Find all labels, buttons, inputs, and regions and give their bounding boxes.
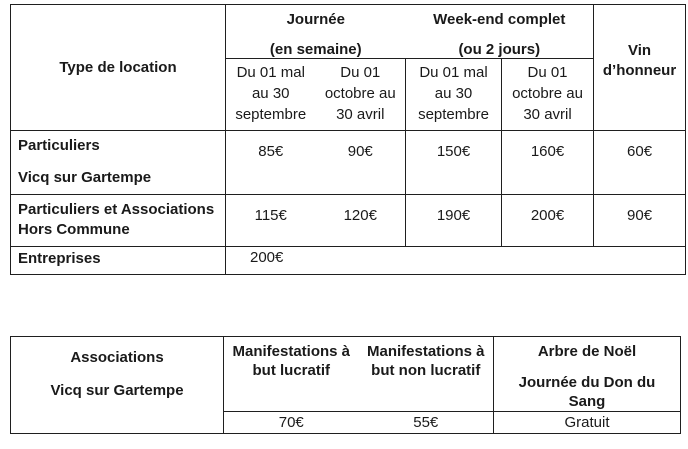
price-cell <box>406 131 502 195</box>
period-text: Du 01 mal au 30 septembre <box>418 64 489 123</box>
type-de-location-header <box>11 5 226 131</box>
price-value: 90€ <box>347 143 373 160</box>
price-cell <box>406 195 502 247</box>
weekend-group-header <box>406 5 594 59</box>
col-header-text: Arbre de Noël <box>537 343 637 360</box>
price-value: 115€ <box>254 207 287 224</box>
row-label-line: Vicq sur Gartempe <box>18 169 152 186</box>
price-cell <box>594 195 686 247</box>
row-label-particuliers <box>11 131 226 195</box>
journee-group-header <box>226 5 406 59</box>
price-value: 150€ <box>436 143 471 160</box>
type-de-location-label: Type de location <box>59 59 177 76</box>
price-value: 70€ <box>278 414 304 431</box>
price-value: 90€ <box>627 207 653 224</box>
price-value: 120€ <box>343 207 377 224</box>
price-value: 55€ <box>413 414 439 431</box>
associations-header <box>11 337 224 434</box>
col-header-text: Journée du Don du Sang <box>518 374 656 410</box>
journee-title: Journée <box>286 11 345 28</box>
journee-subtitle: (en semaine) <box>269 41 362 58</box>
period-journee-ete <box>226 59 316 131</box>
price-cell <box>316 131 406 195</box>
table-row <box>11 195 686 247</box>
table-row <box>11 247 686 275</box>
price-cell <box>494 412 681 434</box>
price-cell <box>226 195 316 247</box>
price-value: 190€ <box>436 207 471 224</box>
price-cell <box>226 131 316 195</box>
price-cell <box>594 131 686 195</box>
associations-label-line: Associations <box>70 349 164 366</box>
col-header-text: Manifestations à but non lucratif <box>366 343 485 379</box>
period-journee-hiver <box>316 59 406 131</box>
price-value: 200€ <box>250 249 284 266</box>
col-header-noel <box>494 337 681 412</box>
table-row <box>11 131 686 195</box>
price-value: Gratuit <box>564 414 610 431</box>
price-cell <box>359 412 494 434</box>
row-label-hors-commune <box>11 195 226 247</box>
associations-table <box>10 336 681 434</box>
period-text: Du 01 octobre au 30 avril <box>324 64 396 123</box>
price-value: 85€ <box>258 143 284 160</box>
row-label-entreprises <box>11 247 226 275</box>
weekend-subtitle: (ou 2 jours) <box>458 41 541 58</box>
period-text: Du 01 mal au 30 septembre <box>235 64 307 123</box>
price-cell <box>502 195 594 247</box>
price-value: 200€ <box>530 207 565 224</box>
associations-label-line: Vicq sur Gartempe <box>50 382 184 399</box>
price-cell-merged <box>226 247 686 275</box>
period-weekend-hiver <box>502 59 594 131</box>
row-label-line: Particuliers <box>18 137 100 154</box>
row-label-line: Entreprises <box>18 250 101 267</box>
period-text: Du 01 octobre au 30 avril <box>512 64 583 123</box>
price-value: 60€ <box>627 143 653 160</box>
price-cell <box>502 131 594 195</box>
col-header-non-lucratif <box>359 337 494 412</box>
price-cell <box>316 195 406 247</box>
price-cell <box>224 412 359 434</box>
vin-honneur-header <box>594 5 686 131</box>
col-header-text: Manifestations à but lucratif <box>232 343 351 379</box>
period-weekend-ete <box>406 59 502 131</box>
col-header-lucratif <box>224 337 359 412</box>
rental-prices-table <box>10 4 686 275</box>
weekend-title: Week-end complet <box>433 11 566 28</box>
vin-honneur-label: Vin d’honneur <box>602 41 677 79</box>
price-value: 160€ <box>530 143 565 160</box>
row-label-line: Particuliers et Associations Hors Commune <box>18 201 215 238</box>
